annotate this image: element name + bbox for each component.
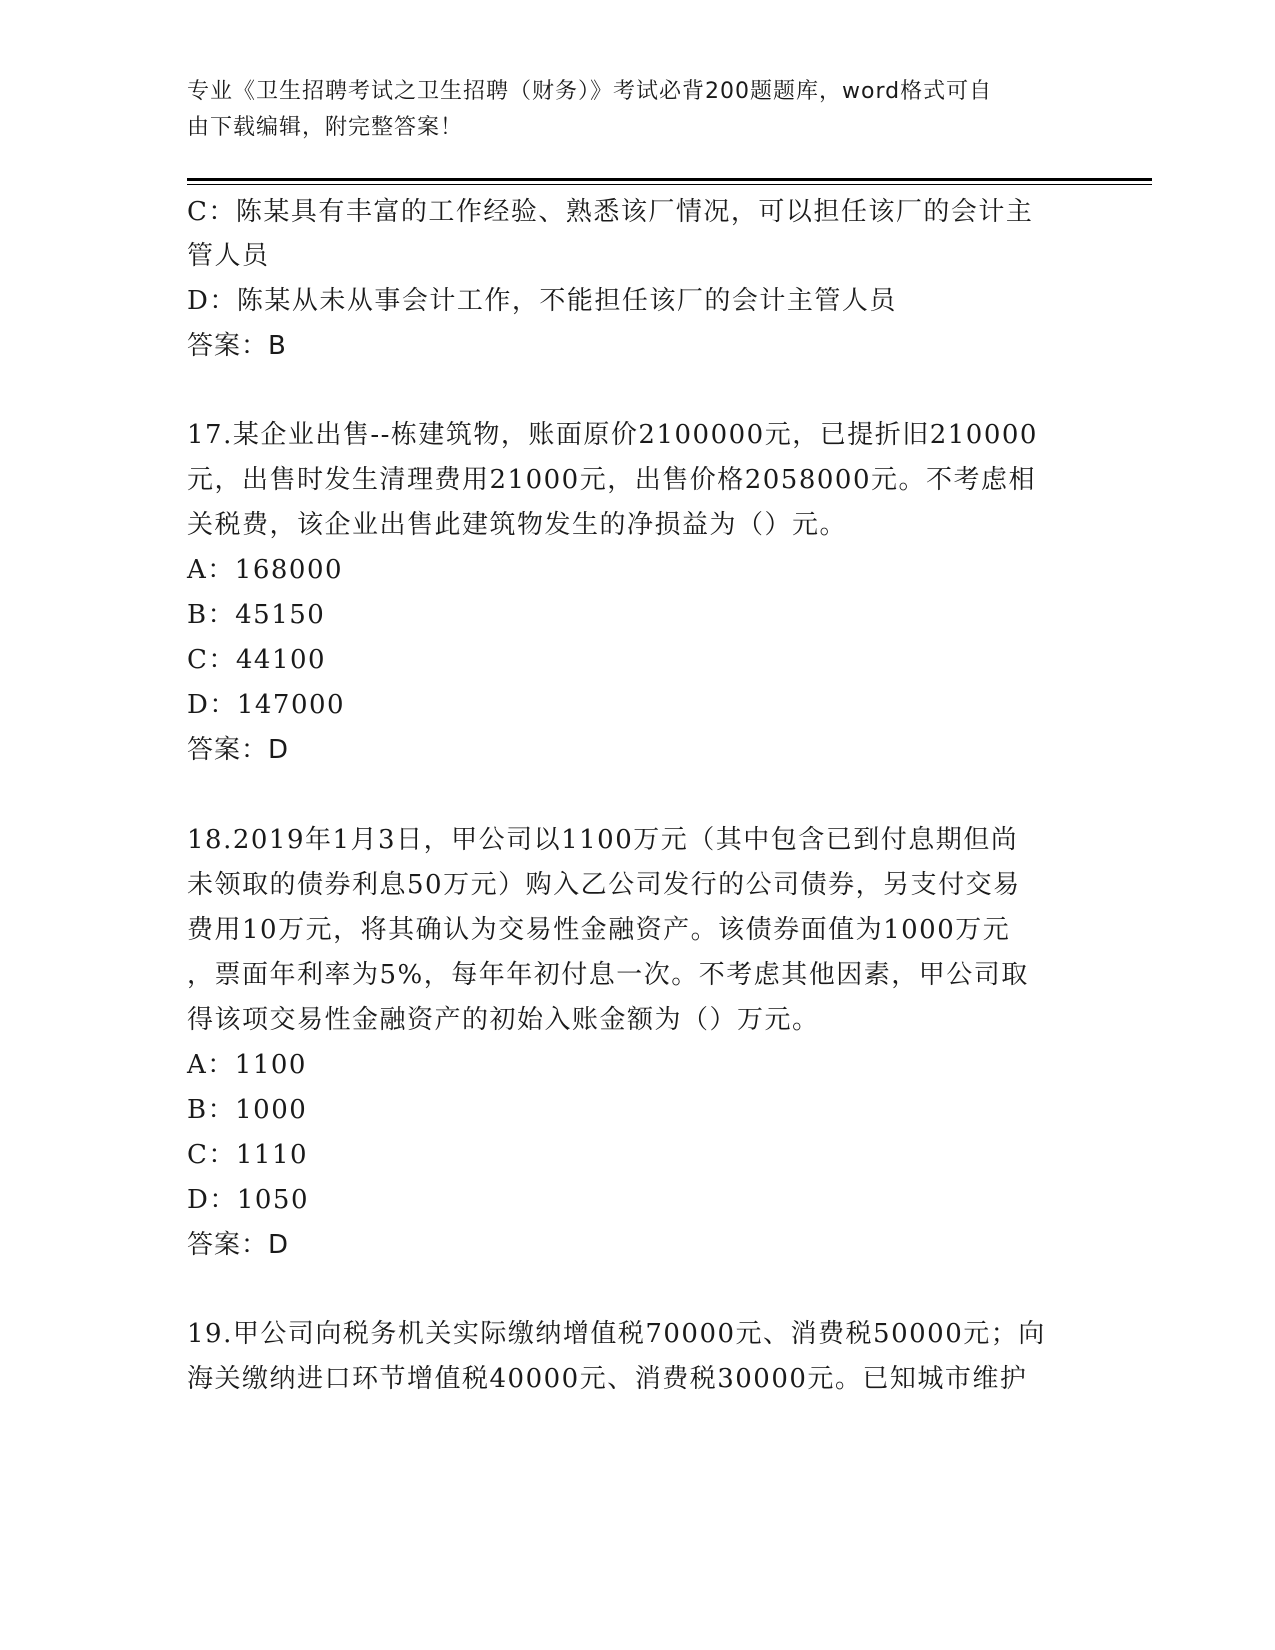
q17-option-b: B：45150 — [187, 600, 326, 630]
q17-option-d: D：147000 — [187, 690, 346, 720]
q16-answer: 答案：B — [187, 331, 287, 361]
q18-option-b: B：1000 — [187, 1095, 308, 1125]
header-rule-thin — [187, 184, 1152, 185]
header-line-2: 由下载编辑，附完整答案！ — [187, 115, 464, 140]
q18-answer: 答案：D — [187, 1230, 290, 1260]
q17-stem-line2: 元，出售时发生清理费用21000元，出售价格2058000元。不考虑相 — [187, 465, 1037, 495]
q18-option-d: D：1050 — [187, 1185, 310, 1215]
q16-option-d: D：陈某从未从事会计工作，不能担任该厂的会计主管人员 — [187, 286, 897, 316]
q18-option-a: A：1100 — [187, 1050, 307, 1080]
q17-option-c: C：44100 — [187, 645, 327, 675]
q18-option-c: C：1110 — [187, 1140, 309, 1170]
q17-stem-line3: 关税费，该企业出售此建筑物发生的净损益为（）元。 — [187, 510, 848, 540]
q17-option-a: A：168000 — [187, 555, 344, 585]
q18-stem-line3: 费用10万元，将其确认为交易性金融资产。该债券面值为1000万元 — [187, 915, 1011, 945]
q18-stem-line2: 未领取的债券利息50万元）购入乙公司发行的公司债券，另支付交易 — [187, 870, 1021, 900]
q18-stem-line5: 得该项交易性金融资产的初始入账金额为（）万元。 — [187, 1005, 820, 1035]
q19-stem-line1: 19.甲公司向税务机关实际缴纳增值税70000元、消费税50000元；向 — [187, 1319, 1046, 1349]
q16-option-c-line1: C：陈某具有丰富的工作经验、熟悉该厂情况，可以担任该厂的会计主 — [187, 197, 1034, 227]
header-line-1: 专业《卫生招聘考试之卫生招聘（财务）》考试必背200题题库，word格式可自 — [187, 79, 993, 104]
q18-stem-line1: 18.2019年1月3日，甲公司以1100万元（其中包含已到付息期但尚 — [187, 825, 1019, 855]
q16-option-c-line2: 管人员 — [187, 241, 270, 271]
header-rule-thick — [187, 178, 1152, 181]
q17-stem-line1: 17.某企业出售--栋建筑物，账面原价2100000元，已提折旧210000 — [187, 420, 1038, 450]
q18-stem-line4: ，票面年利率为5%，每年年初付息一次。不考虑其他因素，甲公司取 — [187, 960, 1029, 990]
q19-stem-line2: 海关缴纳进口环节增值税40000元、消费税30000元。已知城市维护 — [187, 1364, 1028, 1394]
document-header — [187, 74, 1087, 146]
q17-answer: 答案：D — [187, 735, 290, 765]
